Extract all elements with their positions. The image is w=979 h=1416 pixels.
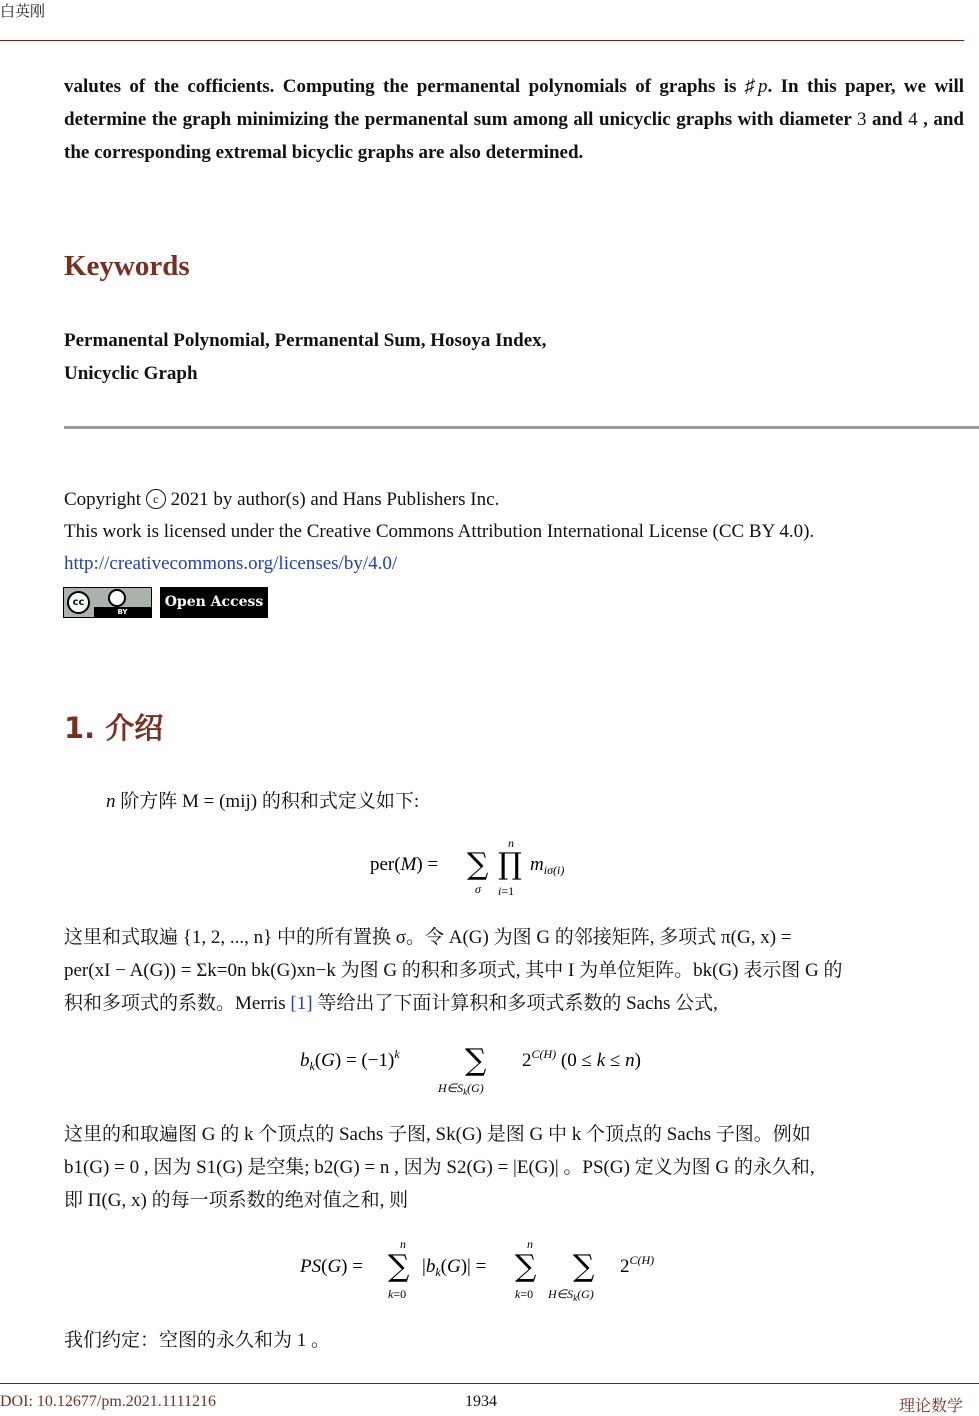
eq3-sum-1: ∑	[387, 1249, 409, 1284]
eq3-sum-2-lower: k=0	[514, 1287, 533, 1301]
eq3-sum-1-upper: n	[399, 1237, 406, 1251]
cc-by-badge[interactable]	[63, 587, 152, 618]
product-term: $m_{i\sigma(i)}$	[529, 854, 564, 877]
eq2-sum-symbol: ∑	[464, 1043, 486, 1078]
copyright-prefix: Copyright	[64, 489, 146, 510]
eq3-sum-2: ∑	[514, 1249, 536, 1284]
section-1-heading: 1. 介绍	[64, 711, 164, 745]
abstract-text-4: , and the corresponding extremal bicyclic graphs are also determined.	[64, 109, 964, 163]
eq3-sum-3-lower: $H\in S_k(G)$	[547, 1287, 594, 1303]
footer-page-number: 1934	[465, 1393, 497, 1410]
eq3-sum-2-upper: n	[526, 1237, 533, 1251]
section-divider	[64, 426, 979, 429]
abstract-text-3: and	[866, 109, 909, 130]
eq3-abs: $|b_k(G)|$ =	[421, 1256, 486, 1279]
cc-icon: cc	[67, 591, 90, 614]
p2-line-2: per(xI − A(G)) = Σk=0n bk(G)xn−k 为图 G 的积和多项式, 其中 I 为单位矩阵。bk(G) 表示图 G 的	[64, 960, 843, 981]
diameter-4: 4	[908, 109, 918, 130]
p1-n: n	[106, 791, 116, 812]
equation-permanent-svg	[370, 835, 610, 897]
product-symbol: ∏	[497, 847, 522, 882]
by-label: BY	[94, 607, 151, 617]
equation-ps-svg	[300, 1236, 680, 1302]
p3-line-3: 即 Π(G, x) 的每一项系数的绝对值之和, 则	[64, 1190, 409, 1211]
footer-rule	[0, 1383, 979, 1384]
product-lower: i=1	[497, 884, 514, 898]
copyright-line	[64, 484, 974, 516]
eq2-lhs: $b_k(G) = (-1)^k$	[299, 1047, 400, 1073]
abstract-text-1: valutes of the cofficients. Computing the permanental polynomials of graphs is	[64, 76, 745, 97]
citation-1[interactable]: [1]	[290, 993, 313, 1014]
abstract-tail	[64, 70, 964, 169]
attribution-person-icon	[108, 589, 126, 607]
keywords-line-1: Permanental Polynomial, Permanental Sum, Hosoya Index,	[64, 330, 547, 351]
p1-text: 阶方阵 M = (mij) 的积和式定义如下:	[120, 791, 420, 812]
sum-symbol: ∑	[466, 847, 488, 882]
equation-sachs	[0, 1036, 979, 1104]
p2-line-1: 这里和式取遍 {1, 2, ..., n} 中的所有置换 σ。令 A(G) 为图 G 的邻接矩阵, 多项式 π(G, x) =	[64, 927, 792, 948]
intro-paragraph-2	[64, 921, 964, 1020]
keywords-line-2: Unicyclic Graph	[64, 363, 198, 384]
copyright-holder: 2021 by author(s) and Hans Publishers Inc.	[165, 489, 500, 510]
diameter-3: 3	[857, 109, 867, 130]
p2-line-3-post: 等给出了下面计算积和多项式系数的 Sachs 公式,	[312, 993, 718, 1014]
eq2-sum-index: $H\in S_k(G)$	[437, 1081, 484, 1097]
equation-permanental-sum	[0, 1236, 979, 1308]
sharp-p-symbol: ♯p	[744, 76, 768, 97]
keywords-heading: Keywords	[64, 250, 190, 282]
license-line: This work is licensed under the Creative Commons Attribution International License (CC BY 4.0).	[64, 521, 815, 542]
eq1-text: per(M) =	[369, 854, 438, 875]
keywords-list	[64, 324, 546, 390]
equation-sachs-svg	[300, 1036, 680, 1098]
footer-journal-name: 理论数学	[898, 1398, 963, 1415]
intro-paragraph-1	[64, 785, 964, 818]
footer-doi[interactable]: DOI: 10.12677/pm.2021.1111216	[0, 1393, 216, 1410]
abstract-text-2: . In this paper, we will determine the graph minimizing the permanental sum among all unicyclic graphs with diameter	[64, 76, 965, 130]
eq3-sum-1-lower: k=0	[387, 1287, 406, 1301]
header-rule	[0, 40, 964, 41]
open-access-badge[interactable]: Open Access	[160, 587, 268, 618]
p3-line-2: b1(G) = 0 , 因为 S1(G) 是空集; b2(G) = n , 因为 S2(G) = |E(G)| 。PS(G) 定义为图 G 的永久和,	[64, 1157, 815, 1178]
p3-line-1: 这里的和取遍图 G 的 k 个顶点的 Sachs 子图, Sk(G) 是图 G 中 k 个顶点的 Sachs 子图。例如	[64, 1124, 811, 1145]
intro-paragraph-3	[64, 1118, 964, 1217]
running-header-author: 白英刚	[0, 4, 46, 20]
intro-paragraph-4: 我们约定：空图的永久和为 1 。	[64, 1330, 331, 1351]
copyright-symbol: c	[146, 489, 166, 509]
equation-permanent	[0, 835, 979, 903]
eq3-term: $2^{C(H)}$	[619, 1253, 654, 1277]
eq2-term: $2^{C(H)}$ (0 ≤ k ≤ n)	[521, 1047, 641, 1071]
eq3-lhs: PS(G) =	[299, 1256, 363, 1277]
product-upper: n	[507, 836, 514, 850]
license-link[interactable]: http://creativecommons.org/licenses/by/4.0/	[64, 553, 398, 574]
copyright-block	[64, 484, 974, 580]
p2-line-3	[64, 987, 964, 1020]
sum-index: σ	[474, 882, 481, 896]
eq3-sum-3: ∑	[572, 1249, 594, 1284]
p2-line-3-pre: 积和多项式的系数。Merris	[64, 993, 291, 1014]
